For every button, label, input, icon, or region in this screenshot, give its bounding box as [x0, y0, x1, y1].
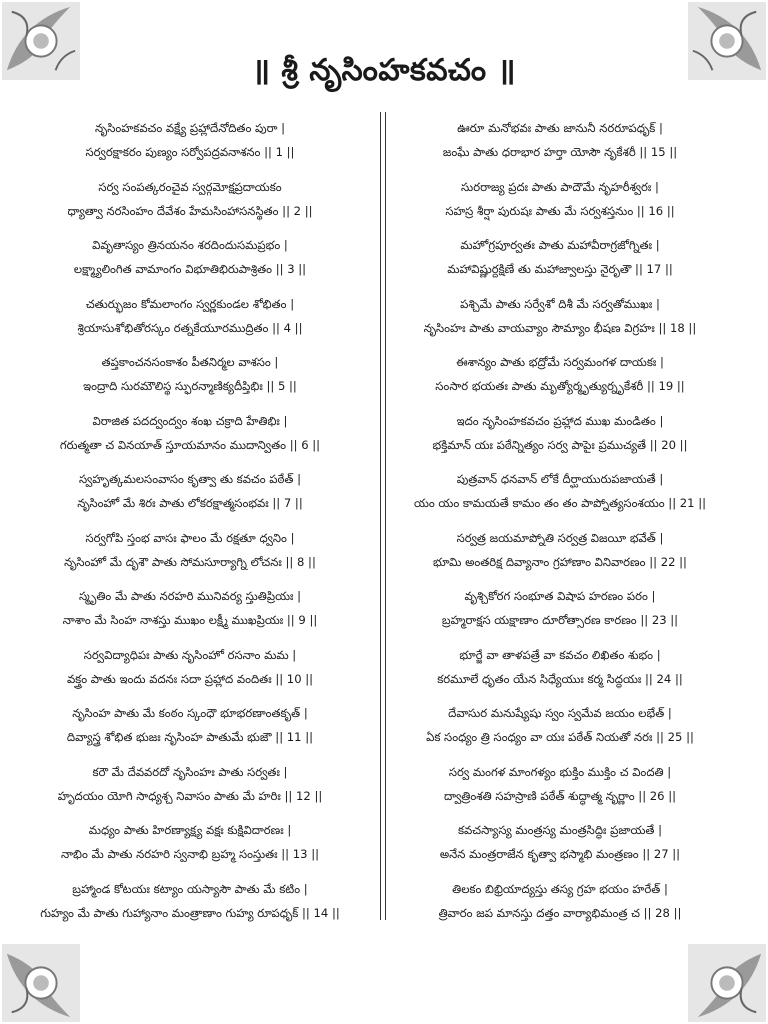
- column-divider-left-rule: [380, 112, 381, 920]
- verse-line: నృసింహకవచం వక్ష్యే ప్రహ్లాదేనోదితం పురా |: [94, 121, 286, 135]
- verse-line: త్రివారం జప మానస్తు దత్తం వార్యాభిమంత్ర చ || 28 ||: [438, 905, 682, 920]
- column-divider-right-rule: [385, 112, 386, 920]
- verse-line: బ్రహ్మాండ కోటయః కట్యాం యస్యాసౌ పాతు మే కటిం |: [72, 881, 308, 896]
- verse-line: సర్వగోపి స్తంభ వాసః ఫాలం మే రక్షతూ ధ్వనిం |: [85, 530, 295, 545]
- verse-24: [395, 639, 725, 698]
- verse-line: ఈశాన్యం పాతు భద్రోమే సర్వమంగళ దాయకః |: [456, 355, 664, 369]
- verse-line: సురరాజ్య ప్రదః పాతు పాదౌమే నృహరీశ్వరః |: [461, 179, 659, 194]
- verse-line: దేవాసుర మనుష్యేషు స్వం స్వమేవ జయం లభేత్ |: [448, 706, 672, 720]
- verse-line: ఏక సంధ్యం త్రి సంధ్యం వా యః పఠేత్ నియతో నరః || 25 ||: [426, 730, 694, 744]
- verse-22: [395, 522, 725, 581]
- verse-line: స్మృతిం మే పాతు నరహరి మునివర్య స్తుతిప్రియః |: [78, 589, 302, 603]
- verse-4: [25, 288, 355, 347]
- verse-line: సర్వరక్షాకరం పుణ్యం సర్వోపద్రవనాశనం || 1 ||: [85, 145, 295, 159]
- verse-line: శ్రియాసుశోభితోరస్కం రత్నకేయూరముద్రితం || 4 ||: [77, 320, 303, 335]
- verse-line: తప్తకాంచనసంకాశం పీతనిర్మల వాశసం |: [101, 355, 279, 369]
- verse-line: పుత్రవాన్ ధనవాన్ లోకే దీర్ఘాయురుపజాయతే |: [456, 472, 664, 486]
- corner-ornament-bottom-right: [688, 944, 766, 1022]
- verse-19: [395, 346, 725, 405]
- verse-line: సర్వవిద్యాధిపః పాతు నృసింహో రసనాం మమ |: [83, 647, 297, 662]
- verse-line: నృసింహో మే శిరః పాతు లోకరక్షాత్మసంభవః || 7 ||: [77, 496, 303, 510]
- verse-line: నాభిం మే పాతు నరహరి స్వనాభి బ్రహ్మ సంస్తుతః || 13 ||: [60, 847, 320, 861]
- verse-line: తిలకం బిభ్రియాద్యస్తు తస్య గ్రహ భయం హరేత్ |: [452, 881, 668, 896]
- verse-18: [395, 288, 725, 347]
- verse-line: కవచస్యాస్య మంత్రస్య మంత్రసిద్ధిః ప్రజాయతే |: [457, 823, 663, 837]
- verse-1: [25, 112, 355, 171]
- verse-line: అనేన మంత్రరాజేన కృత్వా భస్మాభి మంత్రణం || 27 ||: [439, 847, 681, 861]
- verse-25: [395, 697, 725, 756]
- verse-line: వృశ్చికోరగ సంభూత విషాప హరణం పరం |: [464, 589, 656, 603]
- verse-14: [25, 873, 355, 932]
- verse-13: [25, 814, 355, 873]
- verse-8: [25, 522, 355, 581]
- verse-12: [25, 756, 355, 815]
- verse-line: వక్త్రం పాతు ఇందు వదనః సదా ప్రహ్లాద వందితః || 10 ||: [66, 671, 314, 686]
- verse-line: వివృతాస్యం త్రినయనం శరదిందుసమప్రభం |: [92, 238, 288, 252]
- verse-line: లక్ష్మ్యాలింగిత వామాంగం విభూతిభిరుపాశ్రితం || 3 ||: [73, 262, 307, 276]
- verse-line: నృసింహ పాతు మే కంఠం స్కంధౌ భూభరణాంతకృత్ |: [72, 706, 308, 720]
- verse-line: గరుత్మతా చ వినయాత్ స్తూయమానం ముదాన్వితం || 6 ||: [59, 437, 321, 452]
- verse-7: [25, 463, 355, 522]
- verse-line: విరాజిత పదద్వంద్వం శంఖ చక్రాది హేతిభిః |: [92, 413, 288, 428]
- verse-6: [25, 405, 355, 464]
- verse-line: ఇదం నృసింహకవచం ప్రహ్లాద ముఖ మండితం |: [456, 413, 664, 428]
- verse-27: [395, 814, 725, 873]
- verse-line: భక్తిమాన్ యః పఠేన్నిత్యం సర్వ పాపైః ప్రముచ్యతే || 20 ||: [432, 437, 688, 452]
- verse-line: నృసింహః పాతు వాయవ్యాం సౌమ్యాం భీషణ విగ్రహః || 18 ||: [423, 320, 697, 335]
- verse-line: భూర్జే వా తాళపత్రే వా కవచం లిఖితం శుభం |: [459, 647, 661, 662]
- verse-line: మధ్యం పాతు హిరణ్యాక్ష్య వక్షః కుక్షివిదారణః |: [88, 823, 292, 837]
- verse-26: [395, 756, 725, 815]
- verse-line: హృదయం యోగి సాధ్యశ్చ నివాసం పాతు మే హరిః || 12 ||: [57, 788, 323, 803]
- verse-line: స్వహృత్కమలసంవాసం కృత్వా తు కవచం పఠేత్ |: [78, 472, 302, 486]
- verse-21: [395, 463, 725, 522]
- verse-line: ద్వాత్రింశతి సహస్రాణి పఠేత్ శుద్ధాత్మ నృర్ణాం || 26 ||: [443, 788, 677, 803]
- verse-line: సంసార భయతః పాతు మృత్యోర్మృత్యుర్నృకేశరీ || 19 ||: [435, 379, 685, 393]
- verse-line: యం యం కామయతే కామం తం తం పాప్నోత్యసంశయం || 21 ||: [413, 496, 707, 510]
- verse-17: [395, 229, 725, 288]
- verse-line: సర్వ సంపత్కరంచైవ స్వర్గమోక్షప్రదాయకం: [98, 179, 282, 194]
- verse-16: [395, 171, 725, 230]
- verse-line: కరమూలే ధృతం యేన సిధ్యేయుః కర్మ సిద్ధయః || 24 ||: [437, 671, 683, 686]
- verse-line: చతుర్భుజం కోమలాంగం స్వర్ణకుండల శోభితం |: [85, 296, 295, 311]
- verse-line: జంఘే పాతు ధరాభార హర్తా యోసౌ నృకేశరీ || 15 ||: [442, 145, 678, 159]
- verse-line: బ్రహ్మరాక్షస యక్షాణాం దూరోత్సారణ కారణం || 23 ||: [441, 613, 679, 627]
- verse-20: [395, 405, 725, 464]
- verse-line: సర్వత్ర జయమాప్నోతి సర్వత్ర విజయీ భవేత్ |: [456, 530, 664, 545]
- page-title: ॥ శ్రీ నృసింహకవచం ॥: [252, 53, 516, 88]
- verse-line: సహస్ర శీర్షా పురుషః పాతు మే సర్వశస్తనుం || 16 ||: [445, 203, 675, 218]
- verse-2: [25, 171, 355, 230]
- verse-line: ధ్యాత్వా నరసింహం దేవేశం హేమసింహాసనస్థితం || 2 ||: [67, 203, 313, 218]
- verse-line: మహోగ్రపూర్వతః పాతు మహావీరాగ్రజోగ్నితః |: [460, 238, 660, 252]
- verse-9: [25, 580, 355, 639]
- corner-ornament-bottom-left: [2, 944, 80, 1022]
- verse-line: దివ్యాస్త్ర శోభిత భుజః నృసింహ పాతుమే భుజౌ || 11 ||: [66, 730, 314, 744]
- verse-line: ఇంద్రాది సురమౌలిస్థ స్ఫురన్మాణిక్యదీప్తిభిః || 5 ||: [83, 379, 297, 393]
- verse-3: [25, 229, 355, 288]
- verse-15: [395, 112, 725, 171]
- verse-5: [25, 346, 355, 405]
- verse-line: నృసింహో మే దృశౌ పాతు సోమసూర్యాగ్ని లోచనః || 8 ||: [64, 554, 316, 569]
- verse-line: పశ్చిమే పాతు సర్వేశో దిశీ మే సర్వతోముఖః |: [460, 296, 660, 311]
- right-verse-column: [395, 112, 725, 931]
- verse-23: [395, 580, 725, 639]
- verse-10: [25, 639, 355, 698]
- verse-line: నాశాం మే సింహ నాశస్తు ముఖం లక్ష్మీ ముఖప్రియః || 9 ||: [62, 613, 318, 627]
- verse-line: ఊరూ మనోభవః పాతు జానునీ నరరూపధృక్ |: [457, 121, 663, 135]
- verse-line: గుహ్యం మే పాతు గుహ్యానాం మంత్రాణాం గుహ్య రూపధృక్ || 14 ||: [40, 905, 340, 920]
- verse-line: కరౌ మే దేవవరదో నృసింహః పాతు సర్వతః |: [92, 764, 288, 779]
- verse-11: [25, 697, 355, 756]
- verse-line: మహావిష్ణుర్దక్షిణే తు మహాజ్వాలస్తు నైరృతౌ || 17 ||: [447, 262, 673, 276]
- verse-28: [395, 873, 725, 932]
- verse-line: భూమి అంతరిక్ష దివ్యానాం గ్రహాణాం వినివారణం || 22 ||: [433, 554, 687, 569]
- verse-line: సర్వ మంగళ మాంగళ్యం భుక్తిం ముక్తిం చ విందతి |: [448, 764, 672, 779]
- left-verse-column: [25, 112, 355, 931]
